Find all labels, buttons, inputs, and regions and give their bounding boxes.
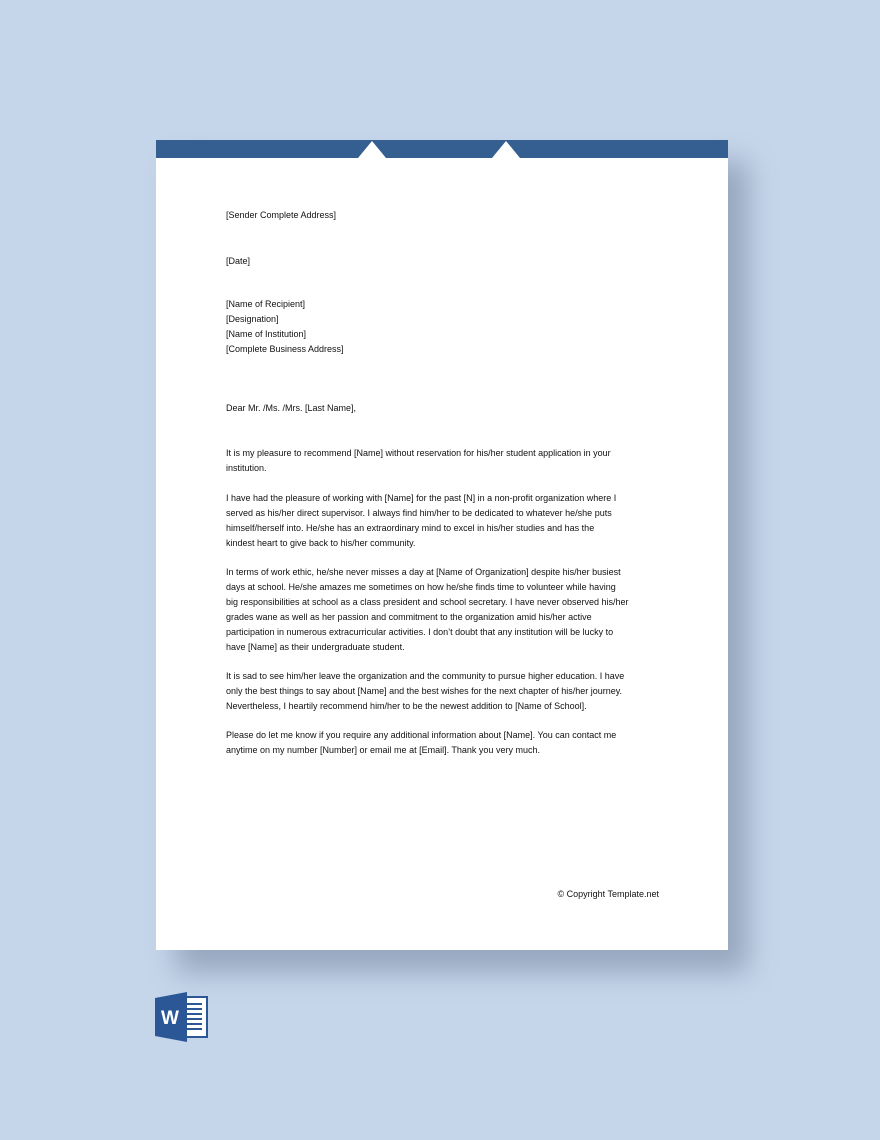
paragraph-line: In terms of work ethic, he/she never misses a day at [Name of Organization] despite his/her busiest xyxy=(226,567,621,577)
copyright-text: © Copyright Template.net xyxy=(557,889,659,899)
word-document-icon xyxy=(155,992,209,1042)
recipient-line: [Name of Institution] xyxy=(226,329,307,339)
paragraph-line: have [Name] as their undergraduate student. xyxy=(226,642,405,652)
paragraph-line: It is sad to see him/her leave the organization and the community to pursue higher education. I have xyxy=(226,671,625,681)
salutation: Dear Mr. /Ms. /Mrs. [Last Name], xyxy=(226,403,357,413)
letter-page xyxy=(156,140,728,950)
paragraph-line: I have had the pleasure of working with [Name] for the past [N] in a non-profit organization where I xyxy=(226,493,617,503)
paragraph-line: anytime on my number [Number] or email me at [Email]. Thank you very much. xyxy=(226,745,540,755)
paragraph-line: big responsibilities at school as a class president and school secretary. I have never observed his/her xyxy=(226,597,629,607)
paragraph-line: It is my pleasure to recommend [Name] without reservation for his/her student application in your xyxy=(226,448,611,458)
paragraph-line: only the best things to say about [Name] and the best wishes for the next chapter of his/her journey. xyxy=(226,686,623,696)
paragraph-line: institution. xyxy=(226,463,267,473)
paragraph-line: participation in numerous extracurricular activities. I don’t doubt that any institution will be lucky to xyxy=(226,627,614,637)
header-bar xyxy=(156,140,728,158)
paragraph-line: himself/herself into. He/she has an extraordinary mind to excel in his/her studies and has the xyxy=(226,523,595,533)
paragraph-line: served as his/her direct supervisor. I always find him/her to be dedicated to whatever he/she puts xyxy=(226,508,612,518)
date: [Date] xyxy=(226,256,251,266)
recipient-line: [Complete Business Address] xyxy=(226,344,344,354)
paragraph-line: Please do let me know if you require any additional information about [Name]. You can contact me xyxy=(226,730,617,740)
paragraph-line: days at school. He/she amazes me sometimes on how he/she finds time to volunteer while having xyxy=(226,582,616,592)
word-letter: W xyxy=(161,1008,179,1029)
recipient-line: [Name of Recipient] xyxy=(226,299,306,309)
recipient-line: [Designation] xyxy=(226,314,279,324)
paragraph-line: Nevertheless, I heartily recommend him/her to be the newest addition to [Name of School]. xyxy=(226,701,587,711)
sender-address: [Sender Complete Address] xyxy=(226,210,337,220)
paragraph-line: grades wane as well as her passion and commitment to the organization amid his/her active xyxy=(226,612,592,622)
paragraph-line: kindest heart to give back to his/her community. xyxy=(226,538,416,548)
